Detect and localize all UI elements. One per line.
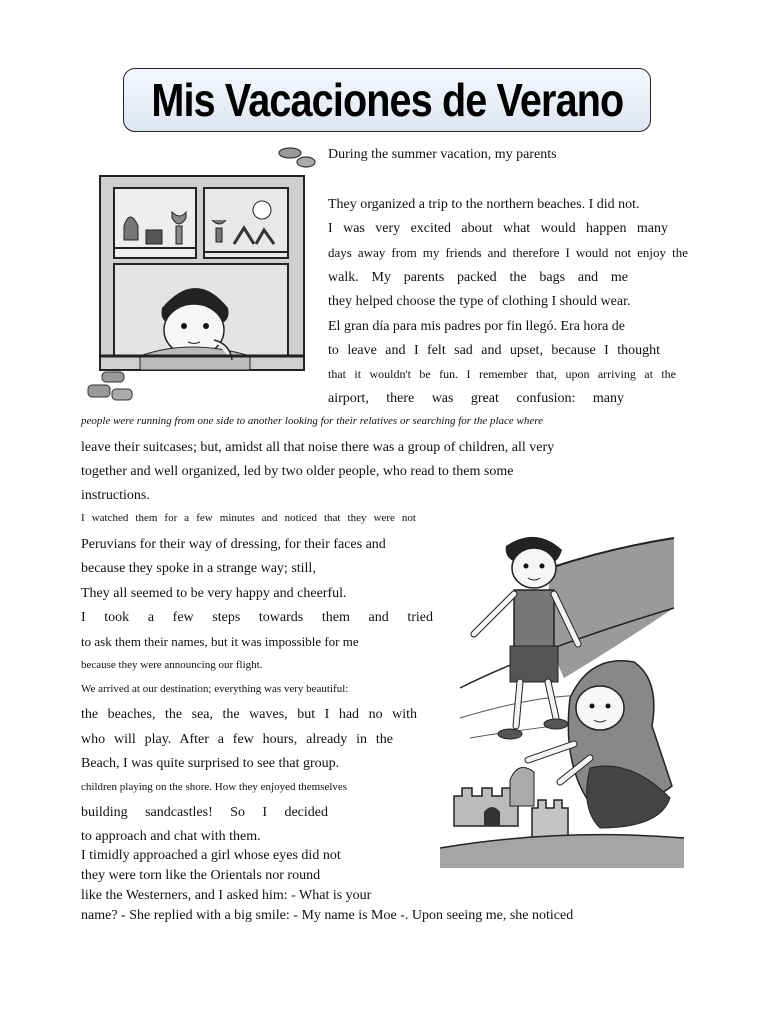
text-line: the beaches, the sea, the waves, but I had no with (81, 707, 417, 722)
text-line: El gran día para mis padres por fin llegó. Era hora de (328, 319, 626, 334)
text-line: that it wouldn't be fun. I remember that, upon arriving at the (328, 367, 676, 381)
text-line: who will play. After a few hours, already in the (81, 732, 393, 747)
text-line: name? - She replied with a big smile: - My name is Moe -. Upon seeing me, she noticed (81, 908, 574, 923)
text-line: building sandcastles! So I decided (81, 805, 328, 820)
text-line: to ask them their names, but it was impossible for me (81, 634, 359, 649)
text-line: airport, there was great confusion: many (328, 391, 624, 406)
text-line: together and well organized, led by two older people, who read to them some (81, 464, 514, 479)
page-title: Mis Vacaciones de Verano (151, 74, 623, 126)
title-banner (123, 68, 651, 132)
text-line: to approach and chat with them. (81, 829, 261, 844)
text-line: I took a few steps towards them and tried (81, 610, 433, 625)
text-line: instructions. (81, 488, 150, 503)
text-line: to leave and I felt sad and upset, because I thought (328, 343, 660, 358)
text-line: They all seemed to be very happy and cheerful. (81, 586, 347, 601)
boy-at-window-illustration (84, 144, 316, 404)
text-line: They organized a trip to the northern beaches. I did not. (328, 197, 640, 212)
text-line: they helped choose the type of clothing I should wear. (328, 294, 631, 309)
text-line: I was very excited about what would happen many (328, 221, 668, 236)
text-line: walk. My parents packed the bags and me (328, 270, 628, 285)
text-line: leave their suitcases; but, amidst all that noise there was a group of children, all very (81, 440, 555, 455)
text-line: days away from my friends and therefore I would not enjoy the (328, 245, 688, 260)
children-sandcastle-illustration (440, 528, 684, 868)
text-line: because they were announcing our flight. (81, 659, 263, 671)
text-line: people were running from one side to another looking for their relatives or searching for the place where (81, 415, 544, 427)
text-line: Beach, I was quite surprised to see that group. (81, 756, 340, 771)
text-line: I watched them for a few minutes and noticed that they were not (81, 512, 416, 524)
text-line: I timidly approached a girl whose eyes did not (81, 848, 341, 863)
text-line: Peruvians for their way of dressing, for their faces and (81, 537, 386, 552)
text-line: During the summer vacation, my parents (328, 147, 557, 162)
text-line: like the Westerners, and I asked him: - What is your (81, 888, 372, 903)
text-line: they were torn like the Orientals nor round (81, 868, 321, 883)
text-line: children playing on the shore. How they enjoyed themselves (81, 781, 348, 793)
text-line: We arrived at our destination; everything was very beautiful: (81, 683, 349, 695)
text-line: because they spoke in a strange way; still, (81, 561, 316, 576)
